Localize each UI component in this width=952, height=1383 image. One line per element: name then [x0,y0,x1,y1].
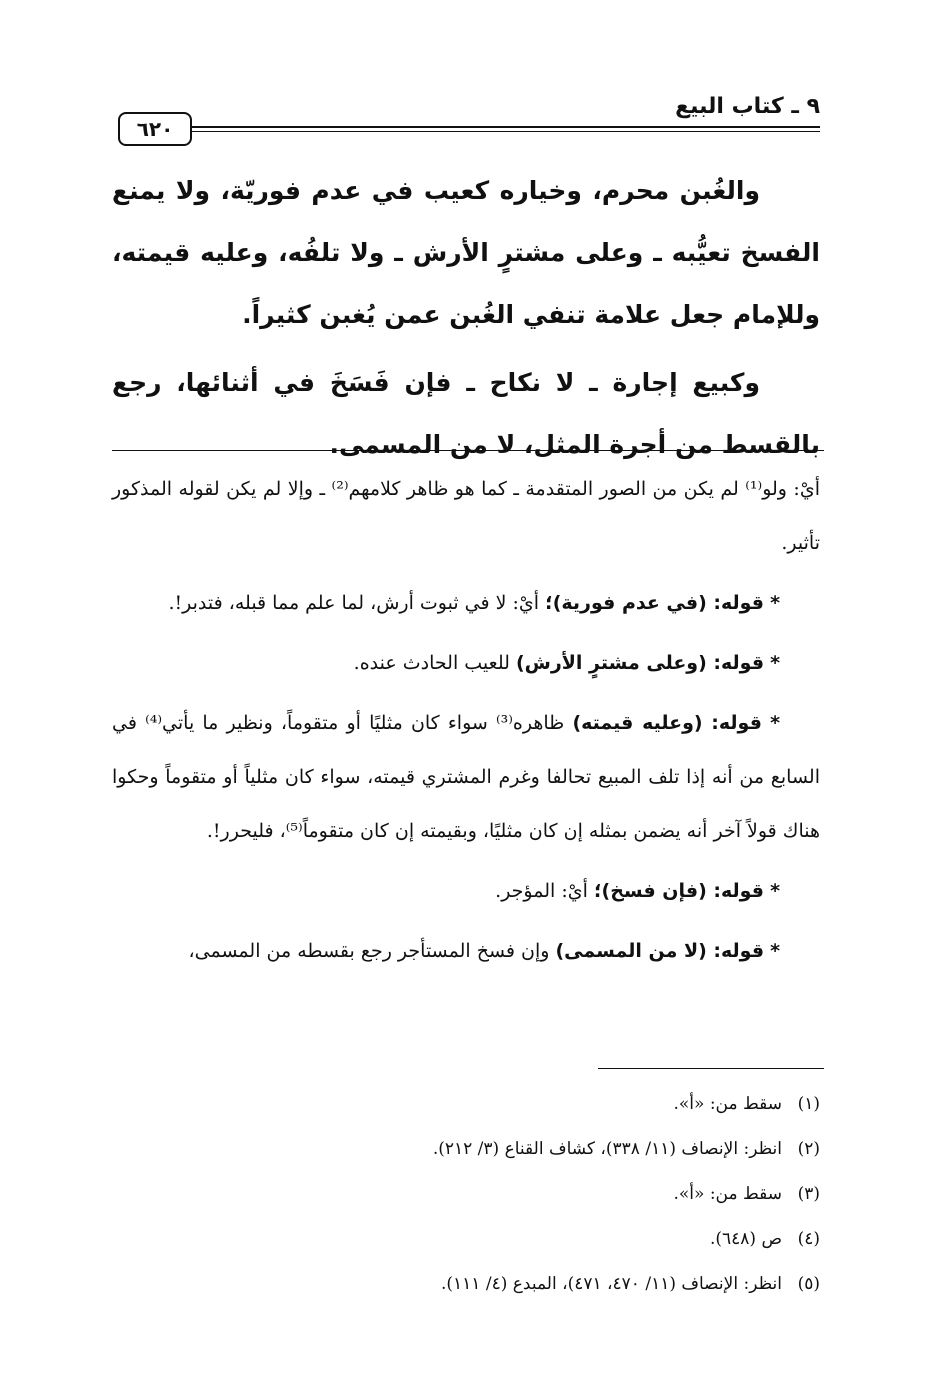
footnote [112,1127,820,1172]
footnote-number: (٤) [797,1229,820,1249]
footnote [112,1082,820,1127]
footnote-text: انظر: الإنصاف (١١/ ٣٣٨)، كشاف القناع (٣/ ٢١٢). [432,1139,782,1159]
commentary-paragraph: أيْ: ولو⁽¹⁾ لم يكن من الصور المتقدمة ـ كما هو ظاهر كلامهم⁽²⁾ ـ وإلا لم يكن لقوله المذكور تأثير. [112,478,820,554]
commentary-keyword: قوله: (وعلى مشترٍ الأرش) [515,652,765,674]
running-title: ٩ ـ كتاب البيع [675,94,820,119]
commentary-text: وإن فسخ المستأجر رجع بقسطه من المسمى، [188,940,556,962]
commentary-paragraph [112,696,820,858]
footnotes [112,1082,820,1307]
star-marker: * [770,592,780,614]
main-text-paragraph: والغُبن محرم، وخياره كعيب في عدم فوريّة، ولا يمنع الفسخ تعيُّبه ـ وعلى مشترٍ الأرش ـ ولا تلفُه، وعليه قيمته، وللإمام جعل علامة تنفي الغُبن عمن يُغبن كثيراً. [112,176,820,329]
star-marker: * [770,652,780,674]
footnote [112,1217,820,1262]
commentary-keyword: قوله: (في عدم فورية)؛ [545,592,765,614]
commentary-keyword: قوله: (وعليه قيمته) [572,712,762,734]
footnote-number: (٣) [797,1184,820,1204]
main-text [112,160,820,482]
footnote-text: سقط من: «أ». [673,1094,782,1114]
footnote-divider [598,1068,824,1069]
page-number: ٦٢٠ [118,112,192,146]
star-marker: * [770,880,780,902]
footnote-text: سقط من: «أ». [673,1184,782,1204]
footnote-number: (٢) [797,1139,820,1159]
footnote-text: انظر: الإنصاف (١١/ ٤٧٠، ٤٧١)، المبدع (٤/ ١١١). [441,1274,782,1294]
commentary-paragraph [112,636,820,690]
footnote-text: ص (٦٤٨). [709,1229,782,1249]
main-text-paragraph: وكبيع إجارة ـ لا نكاح ـ فإن فَسَخَ في أثنائها، رجع بالقسط من أجرة المثل، لا من المسمى. [112,368,820,459]
commentary-text: للعيب الحادث عنده. [353,652,516,674]
footnote-number: (١) [797,1094,820,1114]
header-rule [190,126,820,132]
star-marker: * [770,940,780,962]
star-marker: * [770,712,780,734]
commentary-keyword: قوله: (لا من المسمى) [555,940,765,962]
commentary-paragraph [112,576,820,630]
commentary-text: أيْ: لا في ثبوت أرش، لما علم مما قبله، فتدبر!. [168,592,546,614]
commentary-paragraph [112,924,820,978]
commentary [112,462,820,984]
commentary-paragraph [112,864,820,918]
footnote [112,1262,820,1307]
main-text-divider [112,450,824,451]
footnote [112,1172,820,1217]
footnote-number: (٥) [797,1274,820,1294]
commentary-text: أيْ: المؤجر. [495,880,594,902]
commentary-text: ظاهره⁽³⁾ سواء كان مثليًا أو متقوماً، ونظير ما يأتي⁽⁴⁾ في السابع من أنه إذا تلف المبيع تحالفا وغرم المشتري قيمته، سواء كان مثلياً أو متقوماً وحكوا هناك قولاً آخر أنه يضمن بمثله إن كان مثليًا، وبقيمته إن كان متقوماً⁽⁵⁾، فليحرر!. [112,712,820,842]
commentary-keyword: قوله: (فإن فسخ)؛ [593,880,765,902]
